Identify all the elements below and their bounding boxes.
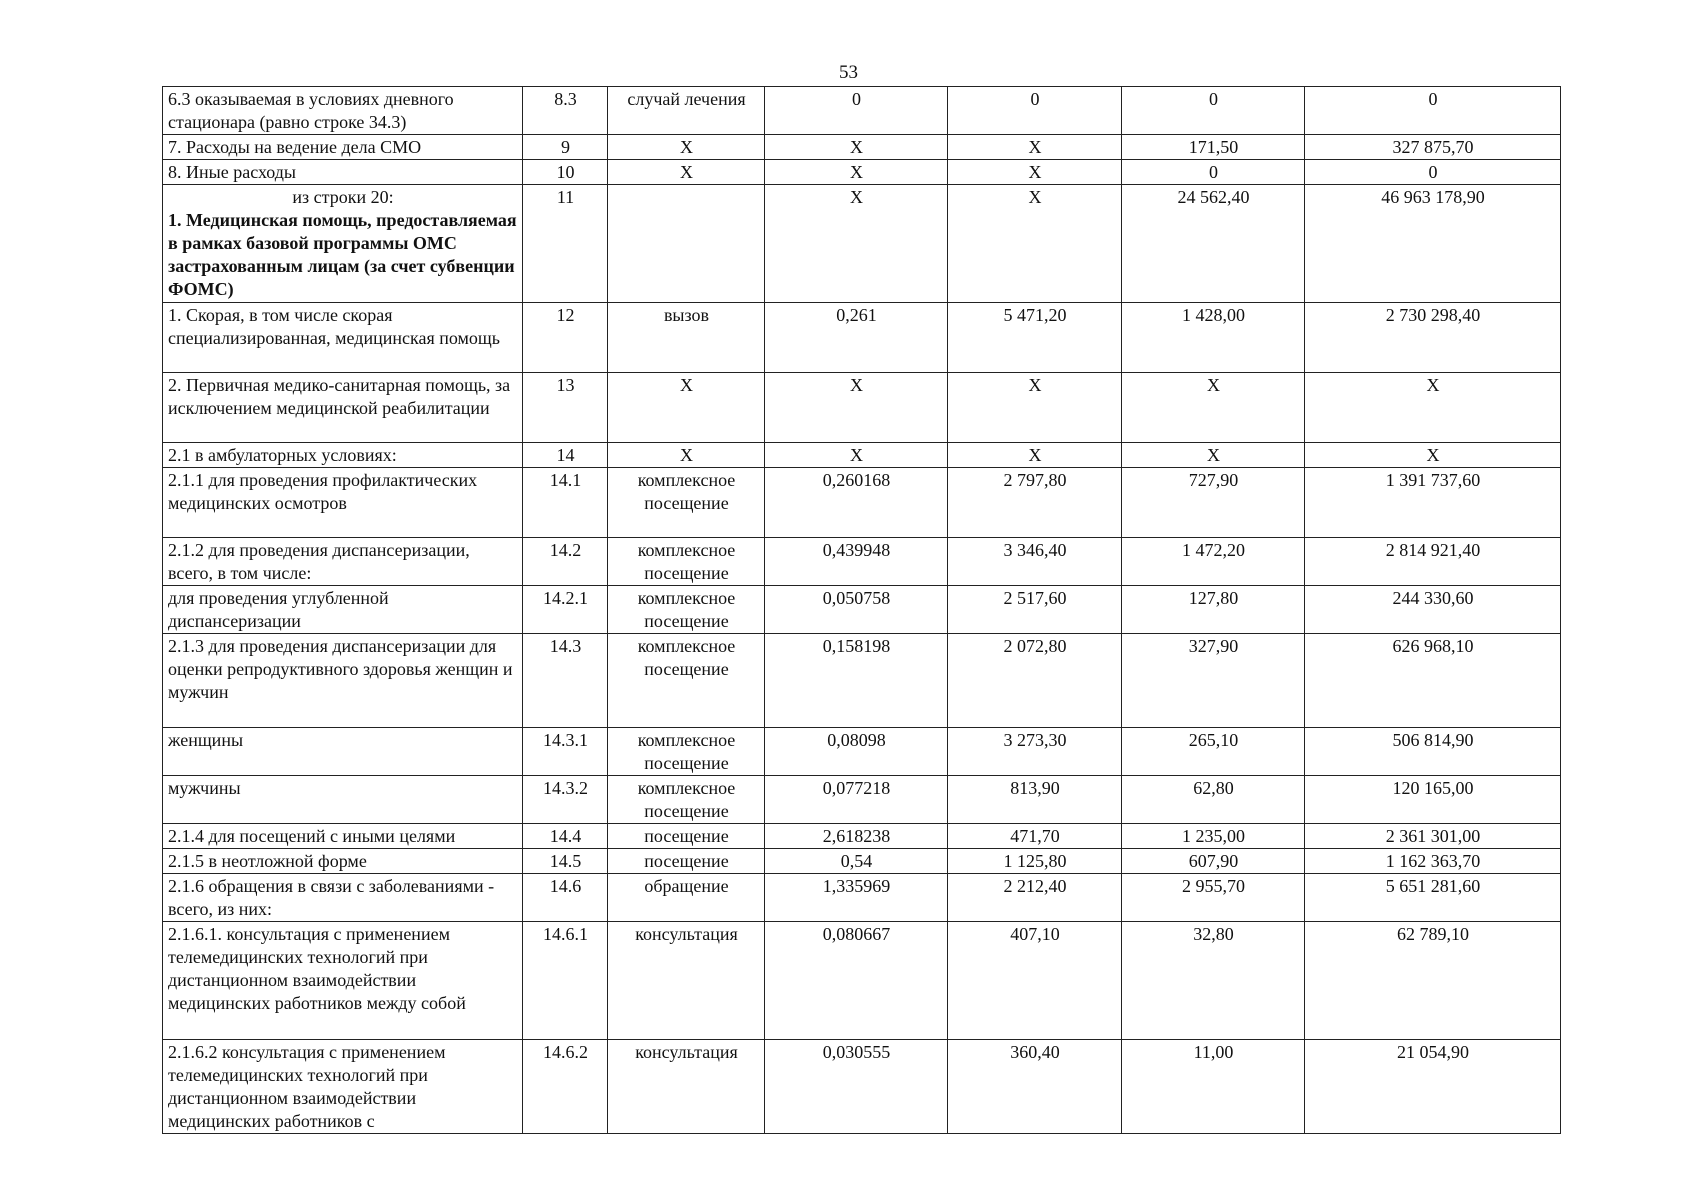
- row-name-cell: [163, 303, 523, 373]
- value-col6-cell: 11,00: [1122, 1040, 1305, 1134]
- value-col5-cell: 3 273,30: [948, 728, 1122, 776]
- table-row: [163, 87, 1561, 135]
- table-row: [163, 538, 1561, 586]
- value-col4-cell: 1,335969: [765, 874, 948, 922]
- value-col5-cell: 1 125,80: [948, 849, 1122, 874]
- unit-cell: комплексное посещение: [608, 586, 765, 634]
- value-col6-cell: 607,90: [1122, 849, 1305, 874]
- value-col7-cell: 1 162 363,70: [1305, 849, 1561, 874]
- row-name: 2.1.6 обращения в связи с заболеваниями - всего, из них:: [168, 876, 495, 919]
- unit-cell: консультация: [608, 922, 765, 1040]
- table-row: [163, 586, 1561, 634]
- value-col5-cell: 2 072,80: [948, 634, 1122, 728]
- value-col5-cell: 407,10: [948, 922, 1122, 1040]
- row-name: 1. Медицинская помощь, предоставляемая в рамках базовой программы ОМС застрахованным лицам (за счет субвенции ФОМС): [168, 210, 517, 299]
- row-name-cell: [163, 87, 523, 135]
- value-col7-cell: 2 361 301,00: [1305, 824, 1561, 849]
- value-col5-cell: 0: [948, 87, 1122, 135]
- row-code-cell: 14.4: [523, 824, 608, 849]
- value-col6-cell: 0: [1122, 87, 1305, 135]
- row-name: 2.1.2 для проведения диспансеризации, всего, в том числе:: [168, 540, 470, 583]
- unit-cell: X: [608, 443, 765, 468]
- table-row: [163, 728, 1561, 776]
- value-col6-cell: 1 428,00: [1122, 303, 1305, 373]
- value-col6-cell: 265,10: [1122, 728, 1305, 776]
- value-col6-cell: 1 472,20: [1122, 538, 1305, 586]
- value-col7-cell: 62 789,10: [1305, 922, 1561, 1040]
- value-col7-cell: X: [1305, 373, 1561, 443]
- value-col7-cell: 0: [1305, 160, 1561, 185]
- unit-cell: комплексное посещение: [608, 538, 765, 586]
- row-name-cell: [163, 586, 523, 634]
- row-name: 8. Иные расходы: [168, 162, 297, 182]
- value-col4-cell: 0,260168: [765, 468, 948, 538]
- value-col7-cell: 2 814 921,40: [1305, 538, 1561, 586]
- row-code-cell: 14.6.2: [523, 1040, 608, 1134]
- row-code-cell: 14.6.1: [523, 922, 608, 1040]
- table-row: [163, 634, 1561, 728]
- row-name: мужчины: [168, 778, 241, 798]
- table-row: [163, 849, 1561, 874]
- row-code-cell: 14.3.1: [523, 728, 608, 776]
- value-col5-cell: 5 471,20: [948, 303, 1122, 373]
- value-col7-cell: 506 814,90: [1305, 728, 1561, 776]
- row-code-cell: 13: [523, 373, 608, 443]
- unit-cell: X: [608, 373, 765, 443]
- table-row: [163, 443, 1561, 468]
- unit-cell: посещение: [608, 824, 765, 849]
- table-row: [163, 874, 1561, 922]
- row-name-cell: [163, 185, 523, 303]
- table-row: [163, 185, 1561, 303]
- value-col4-cell: X: [765, 160, 948, 185]
- table-row: [163, 468, 1561, 538]
- value-col7-cell: 2 730 298,40: [1305, 303, 1561, 373]
- table-row: [163, 160, 1561, 185]
- unit-cell: обращение: [608, 874, 765, 922]
- row-name-cell: [163, 874, 523, 922]
- row-section-header: из строки 20:: [292, 187, 394, 207]
- row-name: 2.1.6.1. консультация с применением телемедицинских технологий при дистанционном взаимодействии медицинских работников между собой: [168, 924, 466, 1013]
- value-col7-cell: 0: [1305, 87, 1561, 135]
- value-col6-cell: 1 235,00: [1122, 824, 1305, 849]
- row-name-cell: [163, 135, 523, 160]
- value-col4-cell: 0: [765, 87, 948, 135]
- value-col4-cell: 0,261: [765, 303, 948, 373]
- value-col7-cell: X: [1305, 443, 1561, 468]
- row-name-cell: [163, 922, 523, 1040]
- row-name: 1. Скорая, в том числе скорая специализированная, медицинская помощь: [168, 305, 500, 348]
- value-col4-cell: X: [765, 443, 948, 468]
- value-col6-cell: 62,80: [1122, 776, 1305, 824]
- page-number: 53: [839, 62, 858, 83]
- table-row: [163, 135, 1561, 160]
- value-col4-cell: 0,158198: [765, 634, 948, 728]
- row-code-cell: 14.3: [523, 634, 608, 728]
- row-name-cell: [163, 468, 523, 538]
- value-col5-cell: X: [948, 185, 1122, 303]
- row-name-cell: [163, 634, 523, 728]
- row-name: 2.1.5 в неотложной форме: [168, 851, 367, 871]
- value-col4-cell: 0,439948: [765, 538, 948, 586]
- row-name: 2.1.4 для посещений с иными целями: [168, 826, 456, 846]
- value-col6-cell: 24 562,40: [1122, 185, 1305, 303]
- row-name: для проведения углубленной диспансеризации: [168, 588, 389, 631]
- row-name: 2.1 в амбулаторных условиях:: [168, 445, 397, 465]
- value-col5-cell: 360,40: [948, 1040, 1122, 1134]
- value-col5-cell: 471,70: [948, 824, 1122, 849]
- value-col4-cell: 0,08098: [765, 728, 948, 776]
- value-col7-cell: 120 165,00: [1305, 776, 1561, 824]
- row-code-cell: 14.1: [523, 468, 608, 538]
- row-name-cell: [163, 1040, 523, 1134]
- value-col6-cell: X: [1122, 443, 1305, 468]
- row-code-cell: 14: [523, 443, 608, 468]
- value-col6-cell: X: [1122, 373, 1305, 443]
- row-code-cell: 10: [523, 160, 608, 185]
- value-col5-cell: 2 797,80: [948, 468, 1122, 538]
- row-code-cell: 14.2: [523, 538, 608, 586]
- value-col4-cell: 2,618238: [765, 824, 948, 849]
- value-col4-cell: 0,077218: [765, 776, 948, 824]
- value-col6-cell: 327,90: [1122, 634, 1305, 728]
- row-code-cell: 11: [523, 185, 608, 303]
- row-name-cell: [163, 849, 523, 874]
- row-code-cell: 12: [523, 303, 608, 373]
- financing-table: [162, 86, 1560, 1134]
- row-name-cell: [163, 160, 523, 185]
- value-col6-cell: 0: [1122, 160, 1305, 185]
- unit-cell: случай лечения: [608, 87, 765, 135]
- value-col6-cell: 32,80: [1122, 922, 1305, 1040]
- row-name-cell: [163, 443, 523, 468]
- value-col5-cell: X: [948, 373, 1122, 443]
- value-col5-cell: 2 212,40: [948, 874, 1122, 922]
- row-name-cell: [163, 538, 523, 586]
- row-code-cell: 9: [523, 135, 608, 160]
- value-col6-cell: 2 955,70: [1122, 874, 1305, 922]
- value-col7-cell: 1 391 737,60: [1305, 468, 1561, 538]
- value-col4-cell: 0,080667: [765, 922, 948, 1040]
- unit-cell: консультация: [608, 1040, 765, 1134]
- unit-cell: X: [608, 135, 765, 160]
- row-code-cell: 14.2.1: [523, 586, 608, 634]
- value-col5-cell: X: [948, 443, 1122, 468]
- table-row: [163, 303, 1561, 373]
- value-col7-cell: 21 054,90: [1305, 1040, 1561, 1134]
- unit-cell: комплексное посещение: [608, 728, 765, 776]
- row-name: 2. Первичная медико-санитарная помощь, за исключением медицинской реабилитации: [168, 375, 511, 418]
- unit-cell: вызов: [608, 303, 765, 373]
- value-col6-cell: 727,90: [1122, 468, 1305, 538]
- unit-cell: [608, 185, 765, 303]
- unit-cell: посещение: [608, 849, 765, 874]
- row-name: 7. Расходы на ведение дела СМО: [168, 137, 422, 157]
- value-col4-cell: 0,54: [765, 849, 948, 874]
- value-col6-cell: 127,80: [1122, 586, 1305, 634]
- value-col7-cell: 46 963 178,90: [1305, 185, 1561, 303]
- row-name-cell: [163, 728, 523, 776]
- value-col7-cell: 5 651 281,60: [1305, 874, 1561, 922]
- row-name: 2.1.1 для проведения профилактических медицинских осмотров: [168, 470, 478, 513]
- value-col6-cell: 171,50: [1122, 135, 1305, 160]
- row-code-cell: 14.6: [523, 874, 608, 922]
- value-col5-cell: X: [948, 135, 1122, 160]
- value-col4-cell: 0,050758: [765, 586, 948, 634]
- row-code-cell: 14.5: [523, 849, 608, 874]
- row-name: женщины: [168, 730, 244, 750]
- row-name-cell: [163, 776, 523, 824]
- table-row: [163, 824, 1561, 849]
- row-name: 2.1.3 для проведения диспансеризации для оценки репродуктивного здоровья женщин и мужчин: [168, 636, 513, 702]
- value-col4-cell: 0,030555: [765, 1040, 948, 1134]
- row-code-cell: 8.3: [523, 87, 608, 135]
- table-row: [163, 922, 1561, 1040]
- value-col5-cell: X: [948, 160, 1122, 185]
- table-row: [163, 1040, 1561, 1134]
- row-name: 6.3 оказываемая в условиях дневного стационара (равно строке 34.3): [168, 89, 454, 132]
- row-name-cell: [163, 373, 523, 443]
- value-col4-cell: X: [765, 373, 948, 443]
- value-col7-cell: 626 968,10: [1305, 634, 1561, 728]
- value-col7-cell: 327 875,70: [1305, 135, 1561, 160]
- value-col4-cell: X: [765, 135, 948, 160]
- unit-cell: комплексное посещение: [608, 468, 765, 538]
- value-col7-cell: 244 330,60: [1305, 586, 1561, 634]
- value-col5-cell: 3 346,40: [948, 538, 1122, 586]
- row-name-cell: [163, 824, 523, 849]
- value-col5-cell: 2 517,60: [948, 586, 1122, 634]
- unit-cell: комплексное посещение: [608, 634, 765, 728]
- unit-cell: комплексное посещение: [608, 776, 765, 824]
- value-col4-cell: X: [765, 185, 948, 303]
- unit-cell: X: [608, 160, 765, 185]
- table-row: [163, 776, 1561, 824]
- row-name: 2.1.6.2 консультация с применением телемедицинских технологий при дистанционном взаимодействии медицинских работников с: [168, 1042, 446, 1131]
- table-row: [163, 373, 1561, 443]
- row-code-cell: 14.3.2: [523, 776, 608, 824]
- value-col5-cell: 813,90: [948, 776, 1122, 824]
